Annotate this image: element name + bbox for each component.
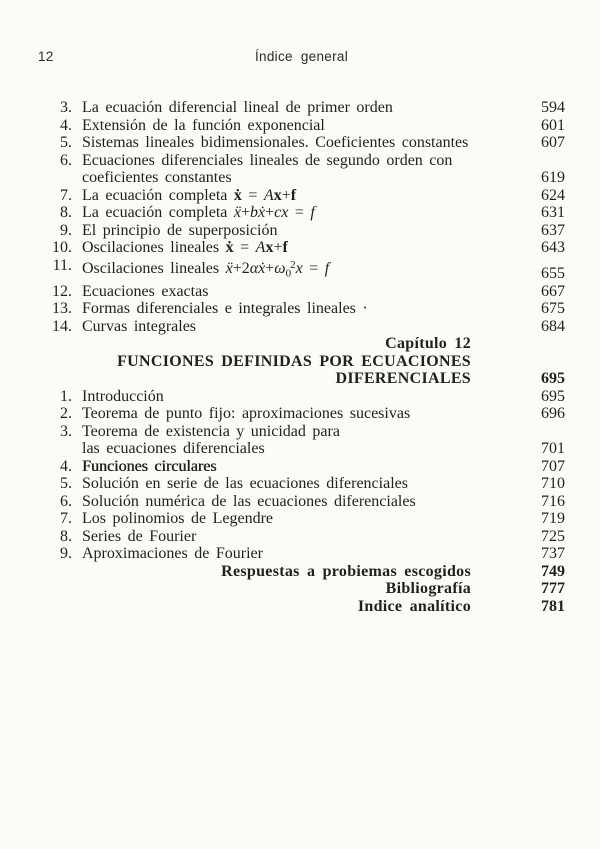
entry-page-number: 607 <box>541 134 565 151</box>
toc-entry <box>40 283 565 301</box>
back-matter-entry-page: 749 <box>541 562 565 580</box>
text-segment: f <box>290 186 297 204</box>
entry-number: 3. <box>60 99 72 116</box>
text-segment: Solución en serie de las ecuaciones diferenciales <box>82 475 408 492</box>
toc-entry <box>40 300 565 318</box>
text-segment: La ecuación completa <box>82 186 234 204</box>
folio-page-number: 12 <box>38 49 54 64</box>
entry-title <box>82 204 511 222</box>
text-segment: f <box>324 259 330 277</box>
chapter-title-line1 <box>40 353 565 371</box>
text-segment: ẍ <box>225 259 233 277</box>
text-segment: Extensión de la función exponencial <box>82 116 325 134</box>
entry-page-number: 710 <box>541 475 565 492</box>
running-header <box>38 49 565 67</box>
running-title: Índice general <box>254 49 348 64</box>
entry-title-line <box>82 388 511 406</box>
text-segment: x <box>295 259 303 277</box>
toc-entry <box>40 493 565 511</box>
text-segment: = <box>288 204 311 221</box>
entry-number: 6. <box>60 492 72 510</box>
entry-title <box>82 99 511 117</box>
chapter-kicker <box>40 335 565 353</box>
entry-title <box>82 257 511 283</box>
entry-title-line <box>82 169 511 187</box>
entry-number-empty <box>40 353 72 371</box>
toc-entry <box>40 134 565 152</box>
text-segment: x <box>265 239 274 256</box>
text-segment: Series de Fourier <box>82 527 197 545</box>
entry-number: 5. <box>60 134 72 151</box>
entry-page-number: 594 <box>541 99 565 116</box>
entry-number-empty <box>40 370 72 388</box>
entry-title <box>82 134 511 152</box>
entry-title <box>82 222 511 240</box>
table-of-contents <box>40 99 565 615</box>
entry-page-number: 716 <box>541 492 565 510</box>
entry-title-line <box>82 204 511 222</box>
entry-title-line <box>82 510 511 528</box>
chapter-title-line1-label: FUNCIONES DEFINIDAS POR ECUACIONES <box>117 352 471 370</box>
text-segment: cx <box>274 204 289 221</box>
text-segment: La ecuación completa <box>82 204 234 221</box>
entry-title <box>82 493 511 511</box>
text-segment: f <box>282 239 288 256</box>
text-segment: ẋ <box>233 186 242 204</box>
entry-page-number: 684 <box>541 317 565 335</box>
entry-number: 7. <box>60 510 72 527</box>
toc-entry <box>40 222 565 240</box>
entry-title-line <box>82 318 511 336</box>
entry-title-line <box>82 423 511 441</box>
entry-page-number: 619 <box>541 169 565 186</box>
entry-title-line <box>82 257 511 283</box>
text-segment: A <box>263 186 274 204</box>
entry-title <box>82 545 511 563</box>
back-matter-entry <box>40 598 565 616</box>
entry-title-line <box>82 475 511 493</box>
text-segment: = <box>233 239 256 256</box>
entry-title <box>82 300 511 318</box>
chapter-title-line2-label: DIFERENCIALES <box>335 370 471 387</box>
chapter-title-line2-page: 695 <box>541 370 565 387</box>
entry-title-line <box>82 239 511 257</box>
entry-page-number: 695 <box>541 387 565 405</box>
entry-title-line <box>82 545 511 563</box>
entry-number: 4. <box>60 457 72 475</box>
text-segment: La ecuación diferencial lineal de primer orden <box>82 99 393 116</box>
toc-entry <box>40 152 565 187</box>
entry-title-line <box>82 405 511 423</box>
entry-title <box>82 475 511 493</box>
text-segment: + <box>265 259 275 277</box>
entry-page-number: 637 <box>541 221 565 239</box>
entry-title-line <box>82 187 511 205</box>
text-segment: las ecuaciones diferenciales <box>82 440 265 457</box>
toc-entry <box>40 545 565 563</box>
back-matter-entry-page: 777 <box>541 580 565 597</box>
entry-number: 4. <box>60 116 72 134</box>
text-segment: ω <box>274 259 286 277</box>
entry-page-number: 601 <box>541 116 565 134</box>
toc-entry <box>40 423 565 458</box>
entry-title <box>82 510 511 528</box>
toc-entry <box>40 187 565 205</box>
entry-title-line <box>82 440 511 458</box>
text-segment: + <box>273 239 283 256</box>
entry-number: 8. <box>60 204 72 221</box>
text-segment: + <box>265 204 275 221</box>
entry-page-number: 725 <box>541 527 565 545</box>
entry-number: 9. <box>60 545 72 562</box>
text-segment: 0 <box>285 267 292 279</box>
entry-number: 5. <box>60 475 72 492</box>
text-segment: ẋ <box>225 239 234 256</box>
text-segment: f <box>310 204 315 221</box>
text-segment: 2 <box>290 258 296 271</box>
entry-number: 2. <box>60 405 72 422</box>
back-matter-entry-label: Respuestas a probiemas escogidos <box>221 562 471 580</box>
back-matter-entry <box>40 580 565 598</box>
text-segment: Funciones circulares <box>82 457 217 475</box>
toc-entry <box>40 257 565 283</box>
toc-entry <box>40 510 565 528</box>
entry-number: 1. <box>60 387 72 405</box>
entry-page-number: 667 <box>541 282 565 300</box>
entry-title-line <box>82 300 511 318</box>
entry-number-empty <box>40 580 72 598</box>
toc-entry <box>40 204 565 222</box>
text-segment: Aproximaciones de Fourier <box>82 545 263 562</box>
entry-title-line <box>82 117 511 135</box>
entry-title-line <box>82 152 511 170</box>
entry-title-line <box>82 493 511 511</box>
entry-page-number: 719 <box>541 510 565 527</box>
text-segment: +2 <box>232 259 250 277</box>
text-segment: Curvas integrales <box>82 317 197 335</box>
toc-entry <box>40 528 565 546</box>
toc-entry <box>40 458 565 476</box>
text-segment: Teorema de punto fijo: aproximaciones sucesivas <box>82 405 411 422</box>
text-segment: Ecuaciones diferenciales lineales de segundo orden con <box>82 151 453 169</box>
entry-title <box>82 117 511 135</box>
entry-number: 13. <box>52 300 72 317</box>
text-segment: = <box>302 259 325 277</box>
entry-page-number: 675 <box>541 300 565 317</box>
entry-page-number: 737 <box>541 545 565 562</box>
entry-page-number: 707 <box>541 457 565 475</box>
text-segment: Teorema de existencia y unicidad para <box>82 422 340 440</box>
entry-page-number: 631 <box>541 204 565 221</box>
text-segment: Introducción <box>82 387 164 405</box>
text-segment: = <box>241 186 264 204</box>
entry-number: 7. <box>60 186 72 204</box>
text-segment: El principio de superposición <box>82 221 278 239</box>
text-segment: + <box>281 186 291 204</box>
entry-number-empty <box>40 598 72 616</box>
toc-entry <box>40 99 565 117</box>
entry-title-line <box>82 528 511 546</box>
entry-number: 8. <box>60 527 72 545</box>
entry-title-line <box>82 222 511 240</box>
entry-number-empty <box>40 563 72 581</box>
text-segment: Solución numérica de las ecuaciones diferenciales <box>82 492 416 510</box>
entry-title <box>82 283 511 301</box>
toc-entry <box>40 117 565 135</box>
entry-title-line <box>82 283 511 301</box>
back-matter-entry-label: Indice analítico <box>357 597 471 615</box>
back-matter-entry-page: 781 <box>541 597 565 615</box>
entry-page-number: 643 <box>541 239 565 256</box>
text-segment: αẋ <box>249 259 266 277</box>
chapter-kicker-label: Capítulo 12 <box>385 335 471 352</box>
entry-number: 14. <box>52 317 72 335</box>
toc-entry <box>40 239 565 257</box>
entry-title <box>82 405 511 423</box>
entry-number: 12. <box>52 282 72 300</box>
entry-title-line <box>82 99 511 117</box>
text-segment: A <box>255 239 266 256</box>
text-segment: Oscilaciones lineales <box>82 259 226 277</box>
entry-number-empty <box>40 335 72 353</box>
entry-title <box>82 528 511 546</box>
toc-entry <box>40 405 565 423</box>
entry-title <box>82 458 511 476</box>
entry-number: 9. <box>60 221 72 239</box>
toc-entry <box>40 475 565 493</box>
entry-title <box>82 318 511 336</box>
entry-title-line <box>82 134 511 152</box>
entry-title <box>82 152 511 187</box>
entry-title <box>82 423 511 458</box>
entry-page-number: 655 <box>541 265 565 282</box>
text-segment: Ecuaciones exactas <box>82 282 209 300</box>
entry-number: 6. <box>60 151 72 169</box>
chapter-title-line2 <box>40 370 565 388</box>
text-segment: Los polinomios de Legendre <box>82 510 274 527</box>
entry-title-line <box>82 458 511 476</box>
entry-page-number: 696 <box>541 405 565 422</box>
entry-title <box>82 388 511 406</box>
entry-title <box>82 239 511 257</box>
entry-page-number: 701 <box>541 440 565 457</box>
entry-page-number: 624 <box>541 186 565 204</box>
toc-entry <box>40 388 565 406</box>
text-segment: ẍ <box>233 204 241 221</box>
text-segment: Oscilaciones lineales <box>82 239 226 256</box>
toc-entry <box>40 318 565 336</box>
text-segment: Formas diferenciales e integrales lineales · <box>82 300 368 317</box>
text-segment: x <box>273 186 282 204</box>
text-segment: coeficientes constantes <box>82 169 232 186</box>
text-segment: bẋ <box>250 204 266 221</box>
back-matter-entry-label: Bibliografía <box>385 580 471 597</box>
entry-number: 3. <box>60 422 72 440</box>
entry-number: 10. <box>52 239 72 256</box>
text-segment: Sistemas lineales bidimensionales. Coeficientes constantes <box>82 134 469 151</box>
back-matter-entry <box>40 563 565 581</box>
text-segment: + <box>240 204 251 221</box>
entry-title <box>82 187 511 205</box>
entry-number: 11. <box>52 256 72 274</box>
